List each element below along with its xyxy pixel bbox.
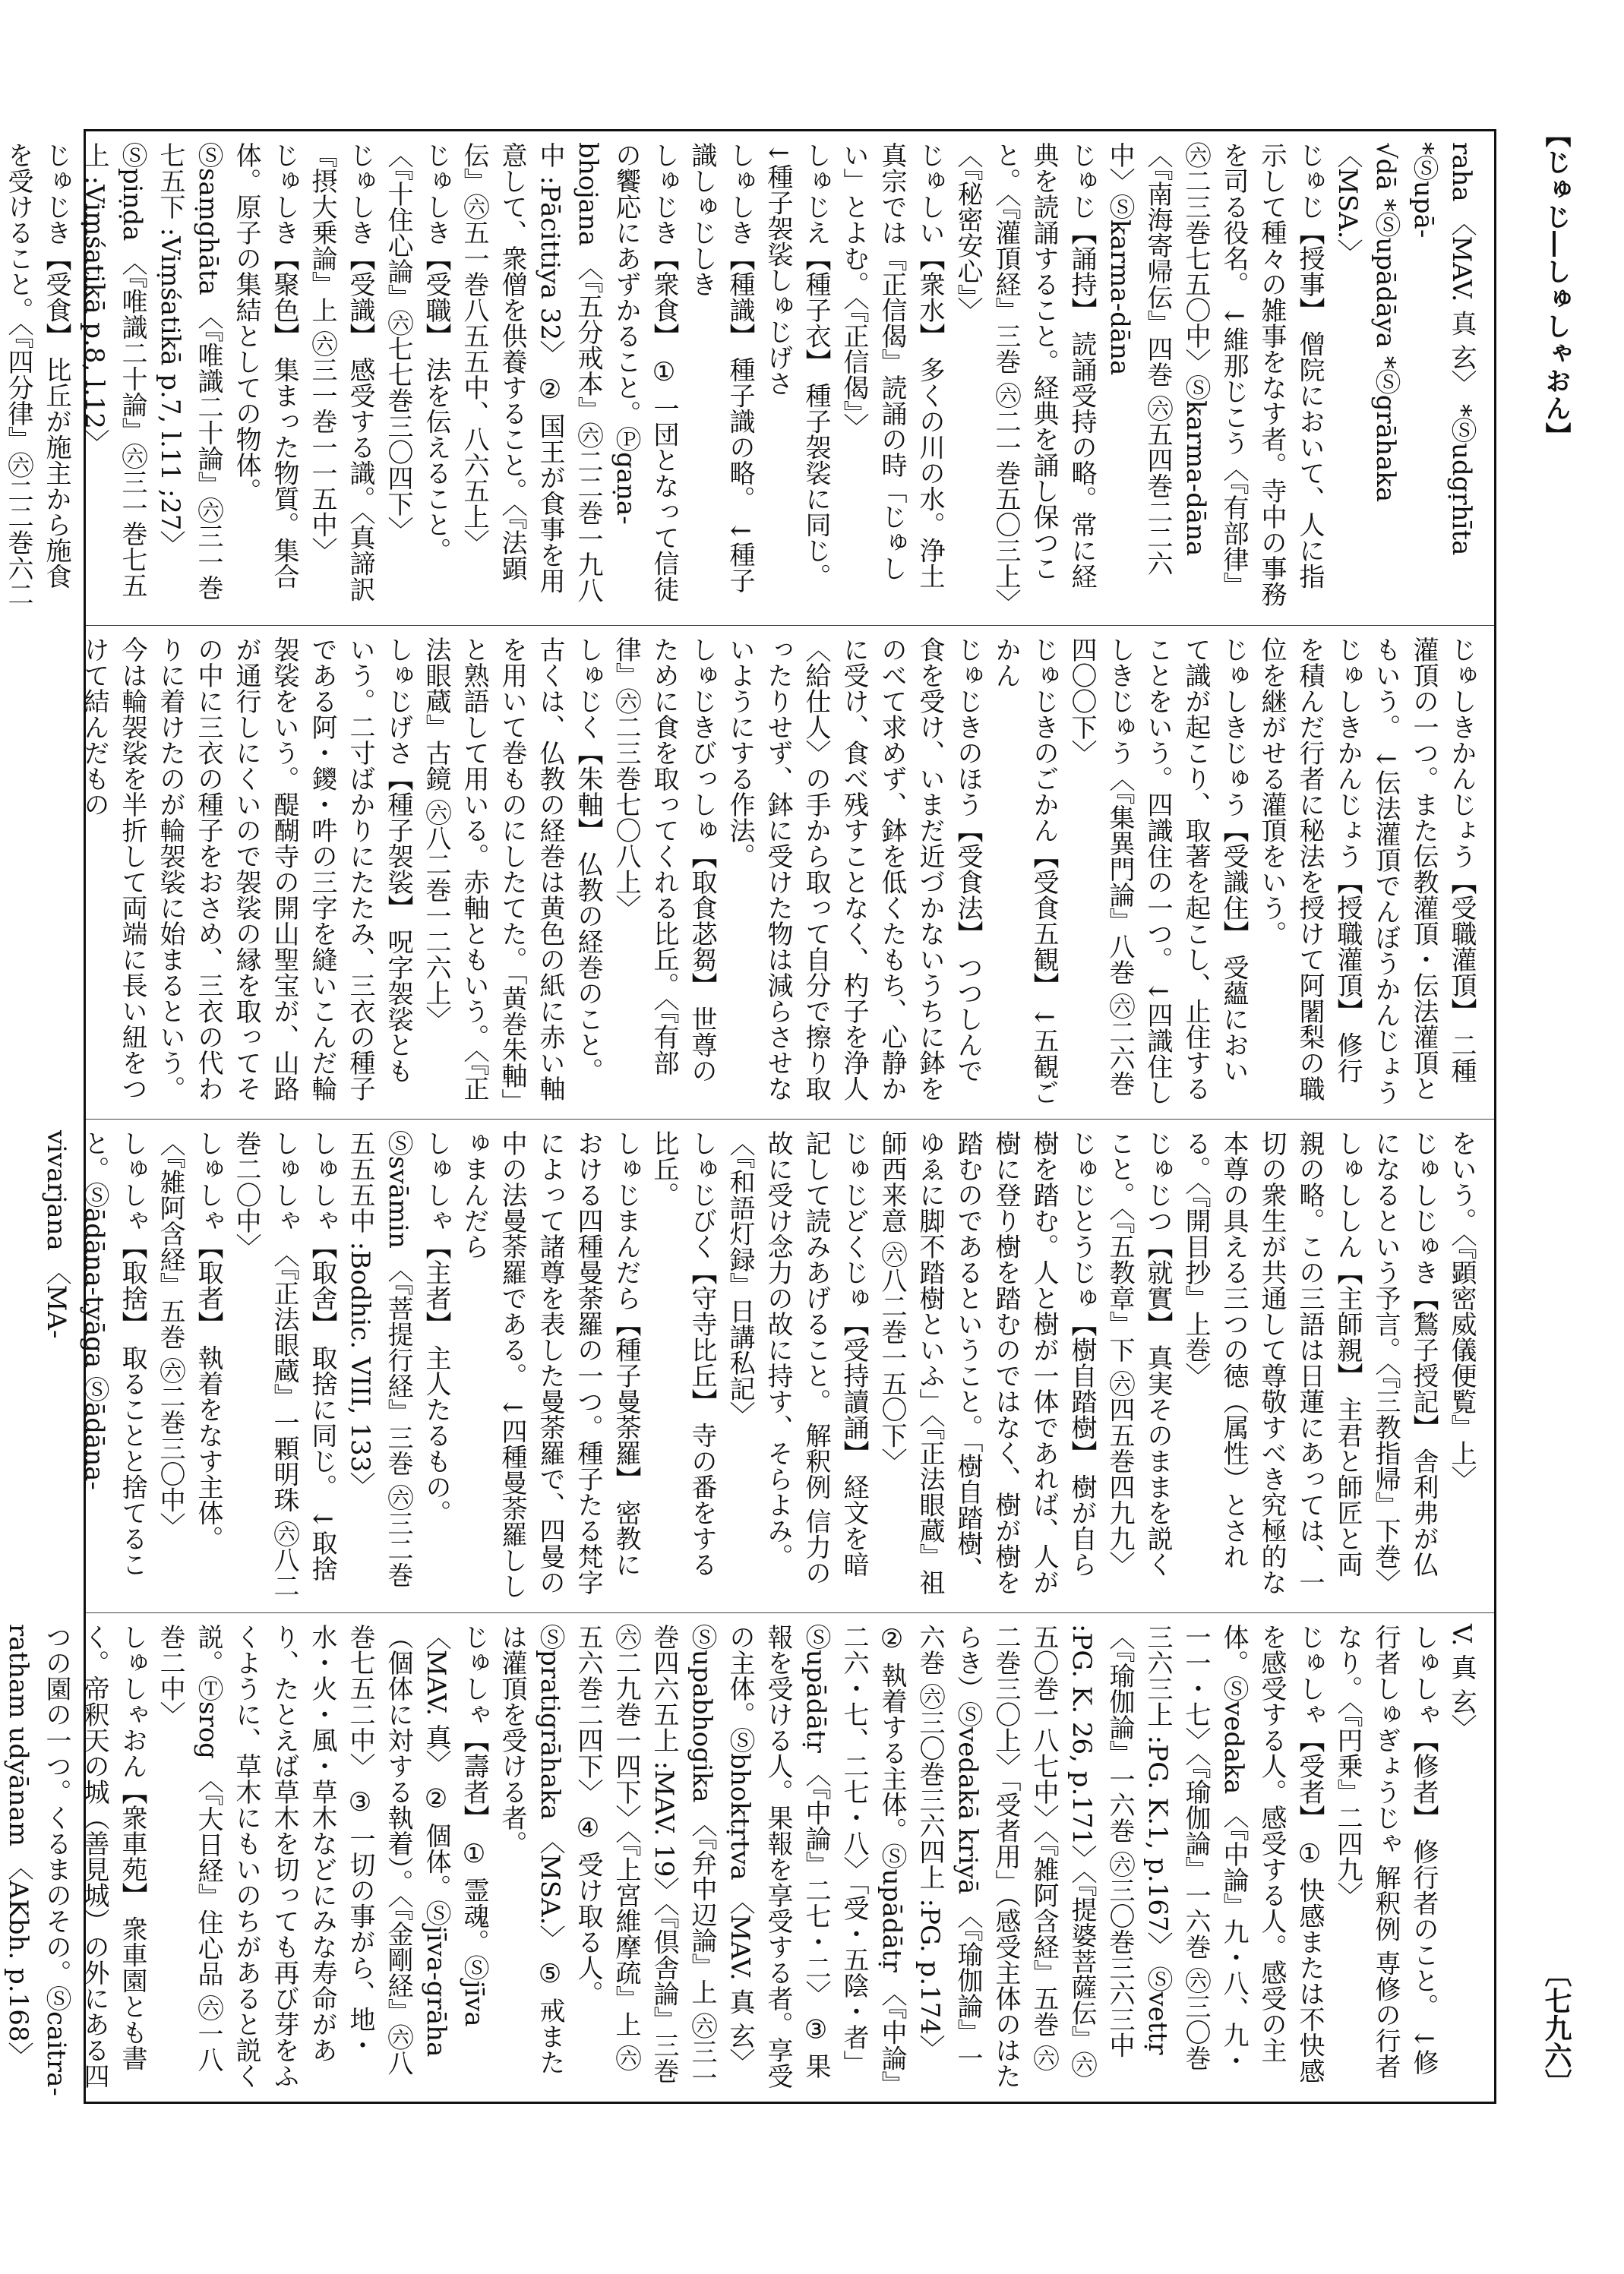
dictionary-entry: 〈『南海寄帰伝』四巻 ㊅五四巻二二六中〉Ⓢkarma-dāna: [1104, 142, 1173, 576]
dictionary-entry: をいう。〈『顕密威儀便覧』上〉: [1446, 1130, 1477, 1492]
dictionary-entry: じゅじつ【就實】 真実そのままを説くこと。〈『五教章』下 ㊅四五巻四九九〉: [1104, 1130, 1173, 1578]
dictionary-entry: しゅしゃ【取舍】 取捨に同じ。 ↓取捨しゅしゃ 〈『正法眼蔵』一顆明珠 ㊅八二巻二〇中〉: [231, 1130, 337, 1599]
tier-1-text: [0, 142, 1480, 614]
page-header: [1533, 114, 1585, 2119]
dictionary-entry: じゅじきのほう【受食法】 つつしんで食を受け、いまだ近づかないうちに鉢をのべて求めず、鉢を低くたもち、心静かに受け、食べ残すことなく、杓子を浄人〈給仕人〉の手から取って自分で擦り取ったりせず、鉢に受けた物は減らさせないようにする作法。: [725, 636, 983, 1101]
dictionary-entry: じゅじきのごかん【受食五観】 ↓五観ごかん: [991, 636, 1059, 1106]
dictionary-entry: しゅしゃ【取捨】 取ることと捨てること。Ⓢādāna-tyāga Ⓢādāna-vivarjana 〈MA-: [41, 1130, 147, 1578]
tier-1: [3, 131, 1494, 625]
dictionary-entry: じゅじとうじゅ【樹自踏樹】 樹が自ら樹を踏む。人と樹が一体であれば、人が樹に登り樹を踏むのではなく、樹が樹を踏むのであるということ。「樹自踏樹、ゆゑに脚不踏樹といふ」〈『正法眼蔵』祖師西来意 ㊅八二巻一五〇下〉: [877, 1130, 1097, 1595]
dictionary-entry: じゅしき【聚色】 集まった物質。集合体。原子の集結としての物体。Ⓢsaṃghāta 〈『唯識二十論』㊅三一巻七五下 :Viṃśatikā p.7, l.11 ;27〉 Ⓢpiṇḍa 〈『唯識二十論』㊅三一巻七五上 :Viṃśatikā p.8, l.12〉: [79, 142, 299, 601]
tier-3: [41, 1119, 1494, 1612]
dictionary-entry: じゅしゃ【壽者】 ① 霊魂。Ⓢjīva 〈MAV. 真〉 ② 個体。Ⓢjīva-grāha（個体に対する執着）。〈『金剛経』㊅八巻七五二中〉 ③ 一切の事がら、地・水・火・風・草木などにみな寿命があり、たとえば草木を切っても再び芽をふくように、草木にもいのちがあると説く説。Ⓣsrog 〈『大日経』住心品 ㊅一八巻二中〉: [155, 1624, 489, 2089]
tier-4: [3, 1612, 1494, 2106]
dictionary-entry: しゅししん【主師親】 主君と師匠と両親の略。この三語は日蓮にあっては、一切の衆生が共通して尊敬すべき究極的な本尊の具える三つの徳（属性）とされる。〈『開目抄』上巻〉: [1180, 1130, 1363, 1595]
tier-3-text: [37, 1130, 1480, 1603]
dictionary-entry: じゅじき【受食】 比丘が施主から施食を受けること。〈『四分律』㊅二二巻六二: [3, 142, 71, 607]
dictionary-entry: しゅしゃおん【衆車苑】 衆車園とも書く。帝釈天の城（善見城）の外にある四つの園の一つ。くるまのその。Ⓢcaitra-ratham udyānam 〈AKbh. p.168〉: [3, 1624, 147, 2096]
dictionary-entry: じゅしゃ【受者】 ① 快感または不快感を感受する人。感受する人。感受の主体。Ⓢvedaka 〈『中論』九・八、九・一一・七〉〈『瑜伽論』一六巻 ㊅三〇巻三六三上 :PG. K.1, p.167〉 Ⓢvettṛ 〈『瑜伽論』一六巻 ㊅三〇巻三六三中 :PG. K. 26, p.171〉〈『提婆菩薩伝』㊅五〇巻一八七中〉〈『雑阿含経』五巻 ㊅二巻三〇上〉「受者用」（感受主体のはたらき）Ⓢvedakā kriyā 〈『瑜伽論』一六巻 ㊅三〇巻三六四上 :PG. p.174〉 ② 執着する主体。Ⓢupādātṛ 〈『中論』二六・七、二七・八〉「受・五陰・者」Ⓢupādātṛ 〈『中論』二七・二〉 ③ 果報を受ける人。果報を享受する者。享受の主体。Ⓢbhoktṛtva 〈MAV. 真 玄〉 Ⓢupabhogika 〈『弁中辺論』上 ㊅三一巻四六五上 :MAV. 19〉〈『倶舎論』三巻 ㊅二九巻一四下〉〈『上宮維摩疏』上 ㊅五六巻二四下〉 ④ 受け取る人。Ⓢpratigrāhaka 〈MSA.〉 ⑤ 戒または灌頂を受ける者。: [497, 1624, 1325, 2091]
dictionary-entry: じゅしき【受職】 法を伝えること。〈『十住心論』㊅七七巻三〇四下〉: [383, 142, 451, 564]
tier-2-text: [75, 636, 1480, 1109]
dictionary-entry: しゅじまんだら【種子曼荼羅】 密教における四種曼荼羅の一つ。種子たる梵字によって諸尊を表した曼荼羅で、四曼の中の法曼荼羅である。 ↓四種曼荼羅ししゅまんだら: [459, 1130, 641, 1600]
page-number: 〔七九六〕: [1540, 1960, 1572, 2096]
dictionary-entry: じゅじどくじゅ【受持讀誦】 経文を暗記して読みあげること。 解釈例 信力の故に受け念力の故に持す、そらよみ。〈『和語灯録』日講私記〉: [725, 1130, 869, 1586]
dictionary-entry: しゅしき【種識】 種子識の略。 ↓種子識しゅじしき: [687, 142, 755, 594]
dictionary-entry: じゅしい【衆水】 多くの川の水。浄土真宗では『正信偈』読誦の時「じゅしい」とよむ。〈『正信偈』〉: [839, 142, 945, 589]
dictionary-entry: しゅじきびっしゅ【取食苾芻】 世尊のために食を取ってくれる比丘。〈『有部律』㊅二三巻七〇八上〉: [611, 636, 717, 1084]
dictionary-entry: √dā *Ⓢupādāya *Ⓢgrāhaka 〈MSA.〉: [1332, 142, 1401, 503]
dictionary-frame: [3, 129, 1496, 2104]
dictionary-entry: しゅじびく【守寺比丘】 寺の番をする比丘。: [649, 1130, 717, 1578]
dictionary-entry: V. 真 玄〉: [1446, 1624, 1477, 1741]
dictionary-entry: しゅじえ【種子衣】 種子袈裟に同じ。 ↓種子袈裟しゅじげさ: [763, 142, 831, 589]
dictionary-entry: raha 〈MAV. 真 玄〉 *Ⓢudgṛhīta *Ⓢupā-: [1408, 142, 1477, 556]
dictionary-entry: しゅしゃ【主者】 主人たるもの。Ⓢsvāmin 〈『菩提行経』三巻 ㊅三二巻五五五中 :Bodhic. VIII, 133〉: [345, 1130, 451, 1588]
dictionary-entry: じゅしじゅき【鶖子授記】 舎利弗が仏になるという予言。〈『三教指帰』下巻〉: [1370, 1130, 1439, 1595]
dictionary-entry: じゅしき【受識】 感受する識。〈真諦訳『摂大乗論』上 ㊅三一巻一一五中〉: [307, 142, 375, 602]
dictionary-entry: じゅじ【授事】 僧院において、人に指示して種々の雑事をなす者。寺中の事務を司る役名。 ↓維那じこう〈『有部律』㊅二三巻七五〇中〉Ⓢkarma-dāna: [1180, 142, 1325, 607]
dictionary-entry: じゅしきかんじょう【受職灌頂】 二種灌頂の一つ。また伝教灌頂・伝法灌頂ともいう。 ↓伝法灌頂でんぼうかんじょう: [1370, 636, 1477, 1106]
dictionary-entry: しゅしゃ【取者】 執着をなす主体。〈『雑阿含経』五巻 ㊅二巻三〇中〉: [155, 1130, 223, 1552]
dictionary-entry: じゅじ【誦持】 読誦受持の略。常に経典を読誦すること。経典を誦し保つこと。〈『灌頂経』三巻 ㊅二一巻五〇三上〉〈『秘密安心』〉: [953, 142, 1097, 602]
dictionary-entry: しゅしゃ【修者】 修行者のこと。 ↓修行者しゅぎょうじゃ 解釈例 専修の行者なり。〈『円乗』二四九〉: [1332, 1624, 1439, 2080]
dictionary-entry: じゅしきかんじょう【授職灌頂】 修行を積んだ行者に秘法を授けて阿闍梨の職位を継がせる灌頂をいう。: [1256, 636, 1363, 1101]
dictionary-entry: しゅじげさ【種子袈裟】 呪字袈裟ともいう。二寸ばかりにたたみ、三衣の種子である阿・鑁・吽の三字を縫いこんだ輪袈裟をいう。醍醐寺の開山聖宝が、山路が通行しにくいので袈裟の縁を取ってその中に三衣の種子をおさめ、三衣の代わりに着けたのが輪袈裟に始まるという。今は輪袈裟を半折して両端に長い紐をつけて結んだもの: [79, 636, 413, 1101]
running-header-title: 【じゅじ―しゅしゃおん】: [1540, 122, 1571, 450]
tier-2: [79, 625, 1494, 1119]
dictionary-entry: しゅじき【衆食】 ① 一団となって信徒の饗応にあずかること。Ⓟgaṇa-bhojana 〈『五分戒本』㊅二二巻一九八中 :Pācittiya 32〉 ② 国王が食事を用意して、衆僧を供養すること。〈『法顕伝』㊅五一巻八五五中、八六五上〉: [459, 142, 679, 603]
tier-4-text: [0, 1624, 1480, 2096]
dictionary-entry: しゅじく【朱軸】 仏教の経巻のこと。古くは、仏教の経巻は黄色の紙に赤い軸を用いて巻ものにしたてた。「黄巻朱軸」と熟語して用いる。赤軸ともいう。〈『正法眼蔵』古鏡 ㊅八二巻一二六上〉: [421, 636, 603, 1101]
dictionary-entry: じゅしきじゅう【受識住】 受蘊において識が起こり、取著を起こし、止住することをいう。四識住の一つ。 ↓四識住ししきじゅう〈『集異門論』八巻 ㊅二六巻四〇〇下〉: [1066, 636, 1249, 1106]
